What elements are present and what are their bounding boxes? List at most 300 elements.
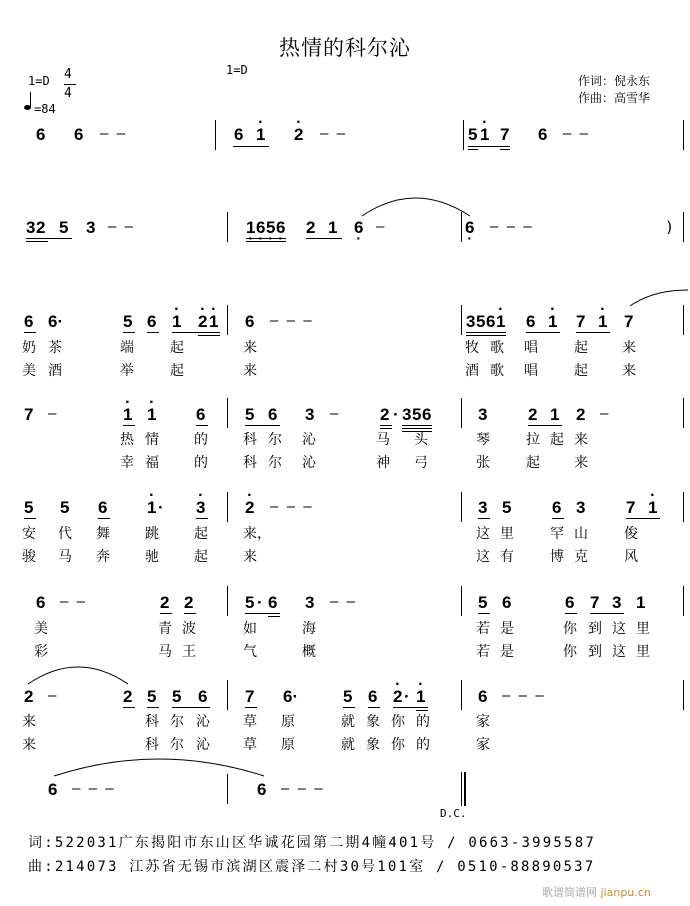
bar-line [461, 680, 462, 710]
lyric: 福 [145, 455, 159, 471]
underline [576, 332, 610, 333]
note: · 1 [172, 312, 181, 332]
underline [184, 613, 196, 614]
lyric: 热 [120, 432, 134, 448]
lyric: 到 [588, 644, 602, 660]
lyric: 是 [500, 621, 514, 637]
lyric: 就 [341, 714, 355, 730]
lyric: 来 [622, 340, 636, 356]
note: 7 [626, 498, 636, 517]
bar-line [227, 492, 228, 522]
lyric: 来 [22, 737, 36, 753]
lyric: 草 [243, 737, 257, 753]
lyric: 骏 [22, 549, 36, 565]
underline [500, 149, 510, 150]
dash: – – [563, 125, 589, 142]
bar-line [227, 305, 228, 335]
lyric: 克 [574, 549, 588, 565]
underline [393, 707, 428, 708]
lyric: 山 [574, 526, 588, 542]
lyric: 若 [476, 621, 490, 637]
lyric: 这 [612, 621, 626, 637]
note: 3 [478, 498, 488, 517]
bar-line [227, 398, 228, 428]
lyric: 端 [120, 340, 134, 356]
slur [628, 288, 690, 308]
lyric: 起 [574, 340, 588, 356]
underline [380, 428, 392, 429]
note: 1 [550, 405, 560, 424]
note: · 2 [198, 312, 207, 332]
underline [196, 518, 208, 519]
underline [245, 613, 280, 614]
note: 6 [422, 405, 432, 424]
note: 2 [576, 405, 586, 424]
note: 7 [590, 593, 600, 612]
note: 3 [26, 218, 36, 237]
lyric: 神 [376, 455, 390, 471]
note: 7 [576, 312, 586, 331]
note: 5 [172, 687, 182, 706]
underline [24, 332, 36, 333]
underline [246, 241, 286, 242]
note: 6· [283, 687, 299, 706]
note: · 1 [548, 312, 557, 332]
key-signature: 1=D [28, 74, 50, 88]
note: · 1 [598, 312, 607, 332]
underline [172, 332, 220, 333]
lyric: 你 [563, 621, 577, 637]
lyric: 来 [243, 549, 257, 565]
underline [172, 707, 210, 708]
note: · 1 [147, 405, 156, 425]
dash: – – – [502, 687, 544, 704]
note: 3 [612, 593, 622, 612]
note: 6 [36, 593, 46, 612]
bar-line [683, 305, 684, 335]
lyric: 起 [526, 455, 540, 471]
note: · 1 [648, 498, 657, 518]
bar-line [461, 492, 462, 522]
lyric: 象 [366, 737, 380, 753]
lyric: 奔 [96, 549, 110, 565]
note: · [257, 593, 263, 612]
note: 7 [245, 687, 255, 706]
lyric: 就 [341, 737, 355, 753]
bar-line [227, 774, 228, 804]
underline [198, 335, 220, 336]
quarter-note-head-icon [24, 105, 31, 110]
lyric: 你 [391, 714, 405, 730]
lyric: 张 [476, 455, 490, 471]
lyric: 来 [243, 340, 257, 356]
underline [147, 707, 159, 708]
underline [26, 241, 48, 242]
underline [233, 146, 269, 147]
note: · 1 [480, 125, 489, 145]
note: 6 [147, 312, 157, 331]
slur [26, 662, 130, 686]
note: 6 [24, 312, 34, 331]
note: 2 [184, 593, 194, 612]
bar-line [227, 680, 228, 710]
watermark [542, 884, 651, 900]
lyric: 沁 [302, 455, 316, 471]
lyric: 来 [22, 714, 36, 730]
note: 5 [123, 312, 133, 331]
underline [416, 710, 428, 711]
note: 5 [476, 312, 486, 331]
lyric: 家 [476, 714, 490, 730]
note: · 3 [196, 498, 205, 518]
note: 6 · [256, 218, 265, 238]
lyric: 罕 [550, 526, 564, 542]
underline [528, 425, 562, 426]
note: 5 [24, 498, 34, 517]
lyricist-address: 词:522031广东揭阳市东山区华诚花园第二期4幢401号 / 0663-3995587 [28, 835, 596, 851]
lyric: 风 [624, 549, 638, 565]
lyric: 美 [22, 363, 36, 379]
underline [380, 425, 392, 426]
underline [196, 425, 208, 426]
note: 6 [368, 687, 378, 706]
final-bar-line-thin [461, 772, 462, 806]
dash: – – – [270, 312, 312, 329]
lyric: 尔 [170, 737, 184, 753]
note: 3 [305, 593, 315, 612]
lyric: 原 [281, 714, 295, 730]
note: 6 · [465, 218, 474, 238]
lyric: 草 [243, 714, 257, 730]
lyric: 琴 [476, 432, 490, 448]
lyric: 情 [145, 432, 159, 448]
note: · 1 [256, 125, 265, 145]
underline [160, 613, 172, 614]
note: 5 [60, 498, 70, 517]
underline [626, 518, 660, 519]
underline [245, 707, 257, 708]
lyric: 茶 [48, 340, 62, 356]
lyric: 家 [476, 737, 490, 753]
note: 6 [245, 312, 255, 331]
note: · [158, 498, 164, 517]
lyric: 马 [376, 432, 390, 448]
note: 5 [245, 405, 255, 424]
underline [245, 425, 280, 426]
note: 2 [160, 593, 170, 612]
lyric: 青 [158, 621, 172, 637]
underline [306, 238, 342, 239]
lyric: 尔 [268, 432, 282, 448]
underline [478, 518, 490, 519]
underline [368, 707, 380, 708]
lyric: 沁 [196, 714, 210, 730]
note: 3 [402, 405, 412, 424]
note: 5 [59, 218, 69, 237]
bar-line [683, 212, 684, 242]
note: 5 [147, 687, 157, 706]
lyric: 象 [366, 714, 380, 730]
tempo: =84 [34, 102, 56, 116]
lyric: 王 [182, 644, 196, 660]
lyric: 驰 [145, 549, 159, 565]
dash: – [330, 405, 339, 422]
note: 3 [478, 405, 488, 424]
lyric: 里 [636, 644, 650, 660]
bar-line [683, 492, 684, 522]
note: · 1 [209, 312, 218, 332]
watermark-url: jianpu.cn [600, 886, 651, 899]
dash: – [48, 405, 57, 422]
lyric: 原 [281, 737, 295, 753]
lyric: 尔 [170, 714, 184, 730]
bar-line [461, 398, 462, 428]
underline [402, 428, 432, 429]
note: 2 [380, 405, 390, 424]
slur [52, 756, 266, 778]
note: · 1 [123, 405, 132, 425]
note: 7 [624, 312, 634, 331]
note: 6 [526, 312, 536, 331]
lyric: 沁 [196, 737, 210, 753]
lyric: 起 [170, 363, 184, 379]
lyric: 来， [243, 526, 271, 542]
lyric: 来 [243, 363, 257, 379]
composer-address: 曲:214073 江苏省无锡市滨湖区震泽二村30号101室 / 0510-88890537 [28, 859, 596, 875]
note: 1 [636, 593, 646, 612]
lyric: 若 [476, 644, 490, 660]
lyric: 舞 [96, 526, 110, 542]
lyric: 马 [158, 644, 172, 660]
note: 6 [486, 312, 496, 331]
lyric: 俊 [624, 526, 638, 542]
underline [590, 613, 624, 614]
lyric: 酒 [465, 363, 479, 379]
bar-line [683, 586, 684, 616]
lyric: 你 [391, 737, 405, 753]
lyric: 有 [500, 549, 514, 565]
note: 5 · [266, 218, 275, 238]
time-signature-line [64, 84, 76, 85]
lyric: 这 [476, 526, 490, 542]
underline [123, 425, 135, 426]
lyric: 的 [416, 737, 430, 753]
lyric: 波 [182, 621, 196, 637]
dash: – [48, 687, 57, 704]
dash: – – – [490, 218, 532, 235]
lyric: 来 [574, 455, 588, 471]
note: 5 [412, 405, 422, 424]
time-signature-bottom: 4 [64, 86, 72, 101]
note: 6 · [354, 218, 363, 238]
lyric: 代 [58, 526, 72, 542]
lyric: 里 [636, 621, 650, 637]
underline [24, 518, 36, 519]
note: 5 [478, 593, 488, 612]
key-signature-center: 1=D [226, 63, 248, 77]
time-signature-top: 4 [64, 67, 72, 82]
note: 2 [36, 218, 46, 237]
underline [552, 518, 564, 519]
dash: – – [100, 125, 126, 142]
lyric: 概 [302, 644, 316, 660]
lyric: 来 [574, 432, 588, 448]
note: 2 [306, 218, 316, 237]
lyric: 牧 [465, 340, 479, 356]
lyric: 奶 [22, 340, 36, 356]
lyric: 头 [414, 432, 428, 448]
lyric: 幸 [120, 455, 134, 471]
lyric: 来 [622, 363, 636, 379]
note: 5 [343, 687, 353, 706]
underline [402, 425, 432, 426]
lyric: 起 [550, 432, 564, 448]
repeat-paren: ) [665, 218, 675, 236]
lyric: 的 [194, 432, 208, 448]
lyric: 科 [243, 455, 257, 471]
lyric: 举 [120, 363, 134, 379]
underline [123, 332, 135, 333]
note: 6 [98, 498, 108, 517]
lyric: 你 [563, 644, 577, 660]
note: · 1 [147, 498, 156, 518]
composer-credit: 作曲：高雪华 [578, 91, 651, 105]
bar-line [227, 586, 228, 616]
note: 6 [234, 125, 244, 144]
note: 6 [198, 687, 208, 706]
lyric: 这 [476, 549, 490, 565]
song-title: 热情的科尔沁 [279, 36, 411, 60]
bar-line [227, 212, 228, 242]
note: 6 [196, 405, 206, 424]
underline [147, 332, 159, 333]
dash: – – – [281, 780, 323, 797]
lyric: 科 [243, 432, 257, 448]
note: 5 [468, 125, 478, 144]
lyric: 拉 [526, 432, 540, 448]
lyric: 是 [500, 644, 514, 660]
note: · [404, 687, 410, 706]
lyric: 这 [612, 644, 626, 660]
lyric: 马 [58, 549, 72, 565]
bar-line [461, 586, 462, 616]
note: 2 [24, 687, 34, 706]
lyric: 唱 [524, 340, 538, 356]
lyric: 如 [243, 621, 257, 637]
lyric: 的 [194, 455, 208, 471]
bar-line [683, 398, 684, 428]
underline [466, 335, 506, 336]
note: 3 [576, 498, 586, 517]
underline [466, 332, 506, 333]
dash: – [376, 218, 385, 235]
note: 3 [86, 218, 96, 237]
lyric: 到 [588, 621, 602, 637]
note: 6 [502, 593, 512, 612]
lyric: 尔 [268, 455, 282, 471]
dash: – – [108, 218, 134, 235]
lyric: 起 [574, 363, 588, 379]
note: 6 [257, 780, 267, 799]
lyric: 的 [416, 714, 430, 730]
lyric: 沁 [302, 432, 316, 448]
note: · 1 [416, 687, 425, 707]
da-capo: D.C. [440, 807, 467, 820]
dash: – – – [72, 780, 114, 797]
dash: – – [330, 593, 356, 610]
dash: – – – [270, 498, 312, 515]
underline [268, 616, 280, 617]
underline [246, 238, 286, 239]
note: 6 [552, 498, 562, 517]
note: · 2 [393, 687, 402, 707]
dash: – – [60, 593, 86, 610]
dash: – [600, 405, 609, 422]
note: 3 [305, 405, 315, 424]
note: 6 [268, 593, 278, 612]
bar-line [215, 120, 216, 150]
note: 6 [565, 593, 575, 612]
slur [360, 190, 472, 218]
dash: – – [320, 125, 346, 142]
note: 6 · [276, 218, 285, 238]
note: 6 [268, 405, 278, 424]
note: 3 [466, 312, 476, 331]
lyric: 唱 [524, 363, 538, 379]
note: 7 [500, 125, 510, 144]
note: 6· [48, 312, 64, 331]
lyric: 弓 [414, 455, 428, 471]
note: · [393, 405, 399, 424]
note: 6 [478, 687, 488, 706]
note: 1 [328, 218, 338, 237]
bar-line [461, 212, 462, 242]
lyric: 彩 [34, 644, 48, 660]
underline [343, 707, 355, 708]
note: · 2 [294, 125, 303, 145]
lyric: 起 [194, 526, 208, 542]
underline [526, 332, 560, 333]
lyric: 博 [550, 549, 564, 565]
lyric: 起 [170, 340, 184, 356]
note: 2 [123, 687, 133, 706]
lyric: 跳 [145, 526, 159, 542]
bar-line [463, 120, 464, 150]
bar-line [461, 305, 462, 335]
note: 5 [245, 593, 255, 612]
underline [98, 518, 110, 519]
lyric: 起 [194, 549, 208, 565]
note: · 1 [496, 312, 505, 332]
final-bar-line-thick [464, 772, 466, 806]
note: 1 · [246, 218, 255, 238]
note: 5 [502, 498, 512, 517]
lyric: 美 [34, 621, 48, 637]
note: 7 [24, 405, 34, 424]
note: 6 [74, 125, 84, 144]
lyric: 歌 [490, 340, 504, 356]
lyric: 科 [145, 737, 159, 753]
lyric: 科 [145, 714, 159, 730]
watermark-cn: 歌谱简谱网 [542, 886, 597, 899]
note: 6 [48, 780, 58, 799]
underline [468, 149, 478, 150]
note: 2 [528, 405, 538, 424]
underline [26, 238, 72, 239]
bar-line [683, 120, 684, 150]
lyric: 海 [302, 621, 316, 637]
underline [565, 613, 577, 614]
